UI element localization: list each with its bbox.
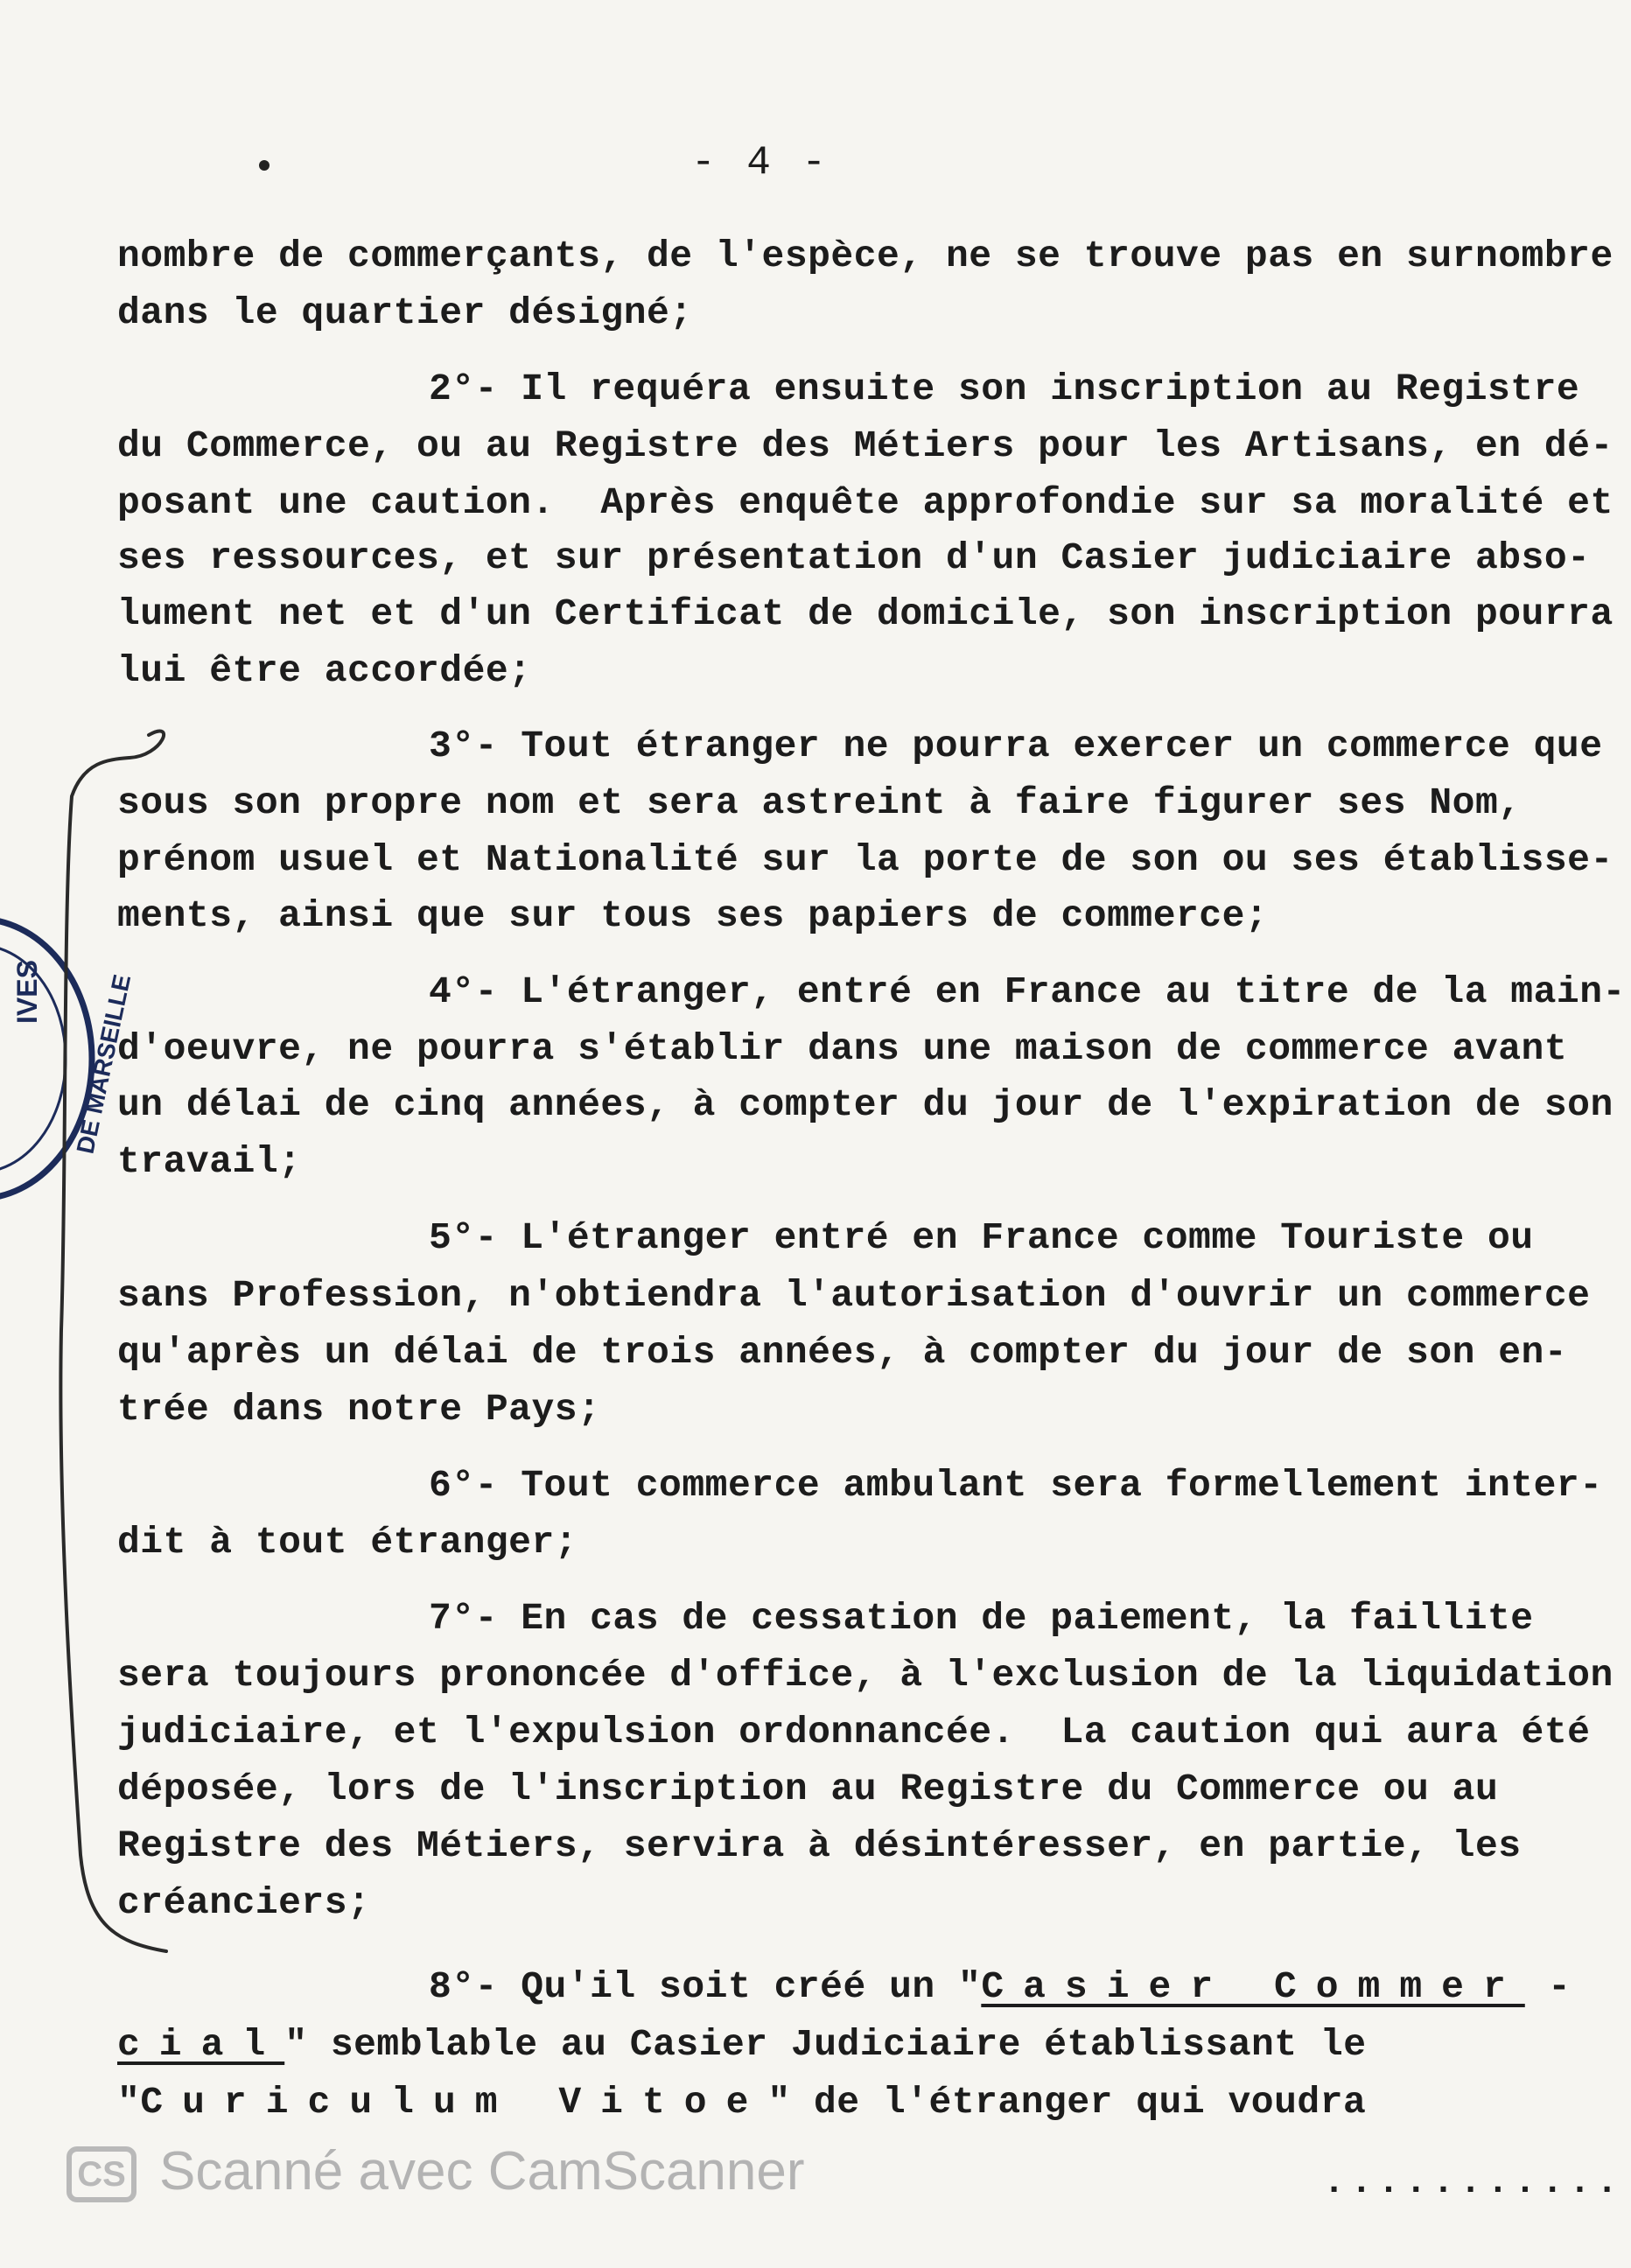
text-line: travail; [117, 1140, 302, 1183]
text-line: du Commerce, ou au Registre des Métiers pour les Artisans, en dé- [117, 424, 1614, 467]
text-line: lui être accordée; [117, 649, 532, 692]
item-3-heading: 3°- Tout étranger ne pourra exercer un commerce que [429, 724, 1603, 767]
casier-commercial-title: Casier Commer [981, 1965, 1525, 2008]
item-6-heading: 6°- Tout commerce ambulant sera formellement inter- [429, 1464, 1603, 1507]
curiculum-vitoe: Curiculum Vitoe [140, 2081, 768, 2124]
handwritten-bracket [54, 718, 177, 1960]
stamp-text-bottom: DE MARSEILLE [71, 971, 136, 1157]
continuation-dots: ........... [1323, 2161, 1624, 2203]
item-5-heading: 5°- L'étranger entré en France comme Touriste ou [429, 1216, 1534, 1259]
text-line: nombre de commerçants, de l'espèce, ne se trouve pas en surnombre [117, 234, 1614, 277]
text-line [117, 2023, 1367, 2066]
open-quote: " [117, 2081, 141, 2124]
text-line: dans le quartier désigné; [117, 291, 693, 334]
text-fragment: " de l'étranger qui voudra [767, 2081, 1367, 2124]
text-line: posant une caution. Après enquête approfondie sur sa moralité et [117, 481, 1614, 524]
camscanner-logo: CS [66, 2146, 136, 2202]
text-line: dit à tout étranger; [117, 1521, 578, 1564]
hyphen: - [1524, 1965, 1572, 2008]
stamp-text-top: IVES [11, 960, 43, 1024]
text-line: ses ressources, et sur présentation d'un Casier judiciaire abso- [117, 536, 1591, 579]
text-line: ments, ainsi que sur tous ses papiers de commerce; [117, 894, 1269, 937]
text-line: lument net et d'un Certificat de domicile, son inscription pourra [117, 592, 1614, 635]
text-line: sans Profession, n'obtiendra l'autorisation d'ouvrir un commerce [117, 1274, 1591, 1317]
text-line: trée dans notre Pays; [117, 1388, 601, 1431]
text-line: prénom usuel et Nationalité sur la porte de son ou ses établisse- [117, 838, 1614, 881]
text-line: déposée, lors de l'inscription au Registre du Commerce ou au [117, 1768, 1499, 1810]
text-line: d'oeuvre, ne pourra s'établir dans une maison de commerce avant [117, 1027, 1568, 1070]
text-line [117, 2081, 1366, 2124]
margin-dot [259, 160, 270, 171]
camscanner-watermark: Scanné avec CamScanner [159, 2141, 805, 2202]
item-8-lead: 8°- Qu'il soit créé un " [429, 1965, 982, 2008]
item-2-heading: 2°- Il requéra ensuite son inscription au Registre [429, 368, 1580, 410]
text-line: judiciaire, et l'expulsion ordonnancée. La caution qui aura été [117, 1711, 1591, 1754]
text-line: qu'après un délai de trois années, à compter du jour de son en- [117, 1331, 1568, 1374]
text-line: sous son propre nom et sera astreint à faire figurer ses Nom, [117, 781, 1522, 824]
text-line: Registre des Métiers, servira à désintéresser, en partie, les [117, 1824, 1522, 1867]
casier-commercial-title-end: cial [117, 2023, 285, 2066]
page-number: - 4 - [691, 140, 830, 186]
item-8-heading [429, 1965, 1571, 2008]
item-4-heading: 4°- L'étranger, entré en France au titre de la main- [429, 970, 1626, 1013]
text-fragment: " semblable au Casier Judiciaire établissant le [284, 2023, 1367, 2066]
item-7-heading: 7°- En cas de cessation de paiement, la faillite [429, 1597, 1534, 1640]
text-line: un délai de cinq années, à compter du jour de l'expiration de son [117, 1083, 1614, 1126]
text-line: sera toujours prononcée d'office, à l'exclusion de la liquidation [117, 1654, 1614, 1697]
text-line: créanciers; [117, 1881, 371, 1924]
